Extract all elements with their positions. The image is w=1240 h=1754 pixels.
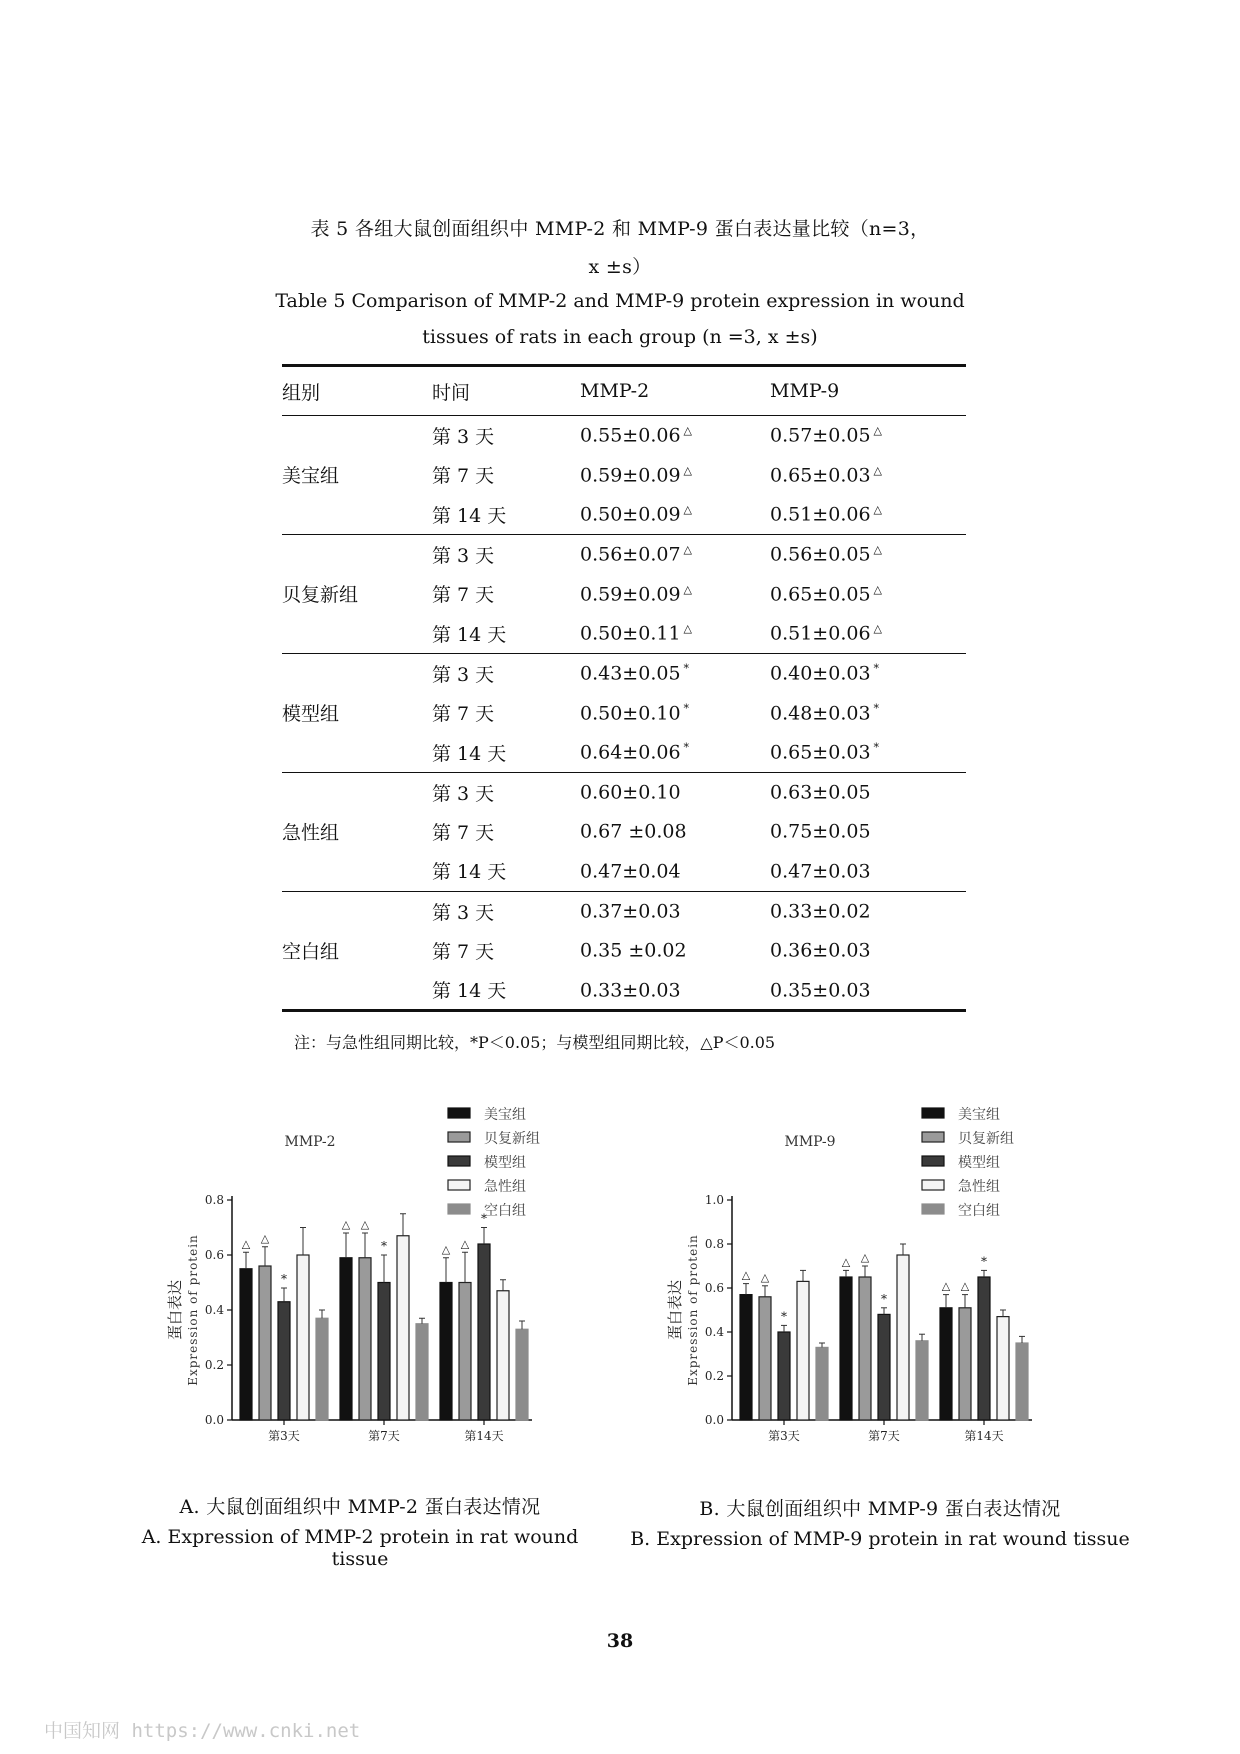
mmp9-cell-value: 0.48±0.03 [770, 701, 871, 724]
mmp2-cell [580, 931, 770, 970]
time-cell [432, 970, 580, 1011]
significance-mark: △ [260, 1231, 270, 1245]
table-row [282, 772, 966, 812]
legend-label: 模型组 [958, 1155, 1000, 1171]
significance-mark: △ [683, 503, 692, 517]
time-cell [432, 455, 580, 494]
legend-swatch [922, 1108, 944, 1118]
y-tick-label: 0.8 [204, 1193, 224, 1207]
time-cell-value: 第 7 天 [432, 703, 495, 726]
bar [940, 1308, 952, 1420]
mmp2-cell-value: 0.50±0.11 [580, 622, 681, 645]
mmp2-cell-value: 0.50±0.10 [580, 701, 681, 724]
table-title-cn-line2: x ±s） [588, 256, 652, 278]
mmp2-cell [580, 732, 770, 772]
bar [897, 1255, 909, 1420]
x-tick-label: 第7天 [368, 1429, 400, 1443]
significance-mark: * [881, 1291, 887, 1306]
mmp9-cell-value: 0.51±0.06 [770, 503, 871, 526]
time-cell [432, 851, 580, 891]
time-cell-value: 第 14 天 [432, 980, 507, 1003]
bar [759, 1297, 771, 1420]
mmp2-cell-value: 0.33±0.03 [580, 978, 681, 1001]
mmp2-cell [580, 574, 770, 613]
significance-mark: * [873, 740, 880, 754]
bar [416, 1324, 428, 1420]
watermark: 中国知网 https://www.cnki.net [44, 1720, 361, 1742]
mmp9-cell-value: 0.33±0.02 [770, 900, 871, 923]
bar [259, 1266, 271, 1420]
mmp2-cell [580, 416, 770, 456]
time-cell [432, 732, 580, 772]
y-tick-label: 0.0 [204, 1413, 224, 1427]
table-row [282, 891, 966, 931]
bar [778, 1332, 790, 1420]
mmp2-cell-value: 0.56±0.07 [580, 543, 681, 566]
y-axis-label-cn: 蛋白表达 [666, 1279, 684, 1341]
y-tick-label: 0.4 [704, 1325, 724, 1339]
y-tick-label: 0.4 [204, 1303, 224, 1317]
significance-mark: △ [460, 1237, 470, 1251]
legend-swatch [448, 1156, 470, 1166]
caption-b-cn: B. 大鼠创面组织中 MMP-9 蛋白表达情况 [699, 1498, 1061, 1520]
bar [1016, 1343, 1028, 1420]
significance-mark: △ [241, 1237, 251, 1251]
y-tick-label: 0.0 [704, 1413, 724, 1427]
bar [916, 1341, 928, 1420]
significance-mark: * [873, 662, 880, 676]
mmp2-cell [580, 693, 770, 732]
mmp2-cell [580, 851, 770, 891]
time-cell-value: 第 14 天 [432, 504, 507, 527]
chart-title: MMP-2 [284, 1134, 336, 1150]
mmp9-cell [770, 653, 966, 693]
mmp9-cell [770, 495, 966, 535]
legend-label: 美宝组 [958, 1107, 1000, 1123]
bar [440, 1283, 452, 1421]
mmp2-cell-value: 0.60±0.10 [580, 781, 681, 804]
time-cell [432, 812, 580, 851]
bar [297, 1255, 309, 1420]
bar [240, 1269, 252, 1420]
time-cell-value: 第 14 天 [432, 742, 507, 765]
significance-mark: * [281, 1272, 287, 1286]
mmp2-cell [580, 772, 770, 812]
time-cell [432, 772, 580, 812]
significance-mark: △ [841, 1255, 851, 1269]
y-tick-label: 0.2 [704, 1369, 724, 1383]
mmp2-cell-value: 0.55±0.06 [580, 424, 681, 447]
significance-mark: △ [441, 1242, 451, 1256]
bar [816, 1347, 828, 1420]
time-cell [432, 416, 580, 456]
significance-mark: △ [860, 1251, 870, 1264]
time-cell-value: 第 3 天 [432, 426, 495, 449]
mmp9-cell [770, 534, 966, 574]
y-tick-label: 0.8 [704, 1237, 724, 1251]
bar [459, 1283, 471, 1421]
mmp9-cell-value: 0.63±0.05 [770, 781, 871, 804]
table-title-en: Table 5 Comparison of MMP-2 and MMP-9 protein expression in wound [275, 290, 965, 312]
mmp9-cell [770, 732, 966, 772]
mmp9-cell [770, 772, 966, 812]
chart-mmp2 [150, 1100, 570, 1460]
bar [359, 1258, 371, 1420]
legend-swatch [922, 1180, 944, 1190]
significance-mark: * [481, 1211, 487, 1226]
legend-label: 贝复新组 [958, 1131, 1014, 1147]
caption-a-cn: A. 大鼠创面组织中 MMP-2 蛋白表达情况 [179, 1496, 541, 1518]
mmp2-cell-value: 0.37±0.03 [580, 900, 681, 923]
significance-mark: △ [873, 503, 882, 517]
legend-label: 急性组 [484, 1179, 526, 1195]
y-axis-label-cn: 蛋白表达 [166, 1279, 184, 1341]
mmp9-cell-value: 0.57±0.05 [770, 424, 871, 447]
significance-mark: * [683, 662, 690, 676]
significance-mark: △ [683, 543, 692, 557]
mmp9-cell-value: 0.51±0.06 [770, 622, 871, 645]
mmp9-cell [770, 613, 966, 653]
bar [516, 1329, 528, 1420]
bar [340, 1258, 352, 1420]
table-note: 注：与急性组同期比较，*P＜0.05；与模型组同期比较，△P＜0.05 [294, 1033, 776, 1052]
group-name-cell: 贝复新组 [282, 534, 432, 653]
mmp2-cell-value: 0.47±0.04 [580, 860, 681, 883]
time-cell [432, 891, 580, 931]
legend-swatch [922, 1132, 944, 1142]
table-row [282, 653, 966, 693]
bar [997, 1317, 1009, 1420]
significance-mark: △ [873, 582, 882, 596]
legend-label: 空白组 [484, 1203, 526, 1219]
header-mmp2: MMP-2 [580, 366, 770, 416]
mmp2-cell-value: 0.64±0.06 [580, 741, 681, 764]
significance-mark: △ [683, 424, 692, 438]
significance-mark: * [781, 1309, 787, 1324]
bar [878, 1314, 890, 1420]
significance-mark: △ [683, 621, 692, 635]
time-cell-value: 第 14 天 [432, 861, 507, 884]
table-row [282, 416, 966, 456]
significance-mark: △ [873, 543, 882, 557]
chart-title: MMP-9 [784, 1134, 836, 1150]
mmp9-cell [770, 891, 966, 931]
bar [316, 1318, 328, 1420]
significance-mark: △ [360, 1218, 370, 1231]
x-tick-label: 第14天 [964, 1429, 1004, 1443]
bar [840, 1277, 852, 1420]
legend-label: 空白组 [958, 1203, 1000, 1219]
bar [278, 1302, 290, 1420]
mmp2-cell [580, 970, 770, 1011]
mmp2-cell [580, 653, 770, 693]
mmp9-cell-value: 0.65±0.05 [770, 583, 871, 605]
y-tick-label: 0.6 [204, 1248, 224, 1262]
legend-swatch [448, 1204, 470, 1214]
legend-swatch [448, 1180, 470, 1190]
mmp9-cell-value: 0.65±0.03 [770, 741, 871, 764]
mmp2-cell-value: 0.59±0.09 [580, 583, 681, 605]
legend-label: 美宝组 [484, 1107, 526, 1123]
mmp9-cell-value: 0.65±0.03 [770, 464, 871, 487]
caption-b-en: B. Expression of MMP-9 protein in rat wound tissue [630, 1528, 1130, 1550]
mmp2-cell [580, 812, 770, 851]
group-name-cell: 空白组 [282, 891, 432, 1011]
y-axis-label-en: Expression of protein [686, 1234, 700, 1386]
significance-mark: * [683, 740, 690, 754]
mmp9-cell-value: 0.40±0.03 [770, 662, 871, 685]
bar [797, 1281, 809, 1420]
legend-label: 急性组 [958, 1179, 1000, 1195]
legend-swatch [448, 1108, 470, 1118]
time-cell-value: 第 14 天 [432, 623, 507, 646]
legend-label: 模型组 [484, 1155, 526, 1171]
mmp9-cell [770, 851, 966, 891]
y-tick-label: 0.6 [704, 1281, 724, 1295]
x-tick-label: 第14天 [464, 1429, 504, 1443]
time-cell [432, 495, 580, 535]
significance-mark: △ [873, 463, 882, 477]
mmp2-cell [580, 455, 770, 494]
time-cell [432, 534, 580, 574]
significance-mark: △ [760, 1270, 770, 1284]
group-name-cell: 模型组 [282, 653, 432, 772]
group-name-cell: 美宝组 [282, 416, 432, 535]
mmp9-cell [770, 931, 966, 970]
mmp2-cell-value: 0.67 ±0.08 [580, 820, 687, 843]
bar [978, 1277, 990, 1420]
significance-mark: * [873, 701, 880, 715]
y-tick-label: 0.2 [204, 1358, 224, 1372]
significance-mark: △ [873, 424, 882, 438]
time-cell [432, 653, 580, 693]
chart-mmp9 [650, 1100, 1070, 1460]
mmp9-cell [770, 416, 966, 456]
x-tick-label: 第3天 [268, 1429, 300, 1443]
mmp2-cell [580, 534, 770, 574]
legend-swatch [922, 1204, 944, 1214]
mmp2-cell [580, 891, 770, 931]
time-cell-value: 第 3 天 [432, 901, 495, 924]
page-number: 38 [606, 1630, 634, 1652]
header-mmp9: MMP-9 [770, 366, 966, 416]
significance-mark: * [683, 701, 690, 715]
mmp2-cell-value: 0.50±0.09 [580, 503, 681, 526]
mmp9-cell [770, 970, 966, 1011]
y-tick-label: 1.0 [704, 1193, 724, 1207]
mmp9-cell-value: 0.47±0.03 [770, 860, 871, 883]
mmp2-cell-value: 0.35 ±0.02 [580, 939, 687, 962]
table-title-en-line2: tissues of rats in each group (n =3, x ±s) [422, 326, 818, 348]
significance-mark: △ [683, 582, 692, 596]
table-header-row [282, 366, 966, 416]
header-group: 组别 [282, 366, 432, 416]
table-row [282, 534, 966, 574]
significance-mark: △ [741, 1268, 751, 1282]
legend-swatch [448, 1132, 470, 1142]
significance-mark: △ [960, 1279, 970, 1293]
significance-mark: △ [341, 1218, 351, 1231]
time-cell-value: 第 3 天 [432, 663, 495, 686]
mmp9-cell-value: 0.75±0.05 [770, 820, 871, 843]
data-table [282, 364, 966, 1012]
group-name-cell: 急性组 [282, 772, 432, 891]
mmp2-cell-value: 0.59±0.09 [580, 464, 681, 487]
time-cell [432, 613, 580, 653]
significance-mark: △ [941, 1279, 951, 1293]
time-cell-value: 第 7 天 [432, 584, 495, 607]
time-cell-value: 第 7 天 [432, 822, 495, 845]
bar [478, 1244, 490, 1420]
legend-label: 贝复新组 [484, 1131, 540, 1147]
table-title-cn: 表 5 各组大鼠创面组织中 MMP-2 和 MMP-9 蛋白表达量比较（n=3， [310, 218, 930, 240]
time-cell [432, 574, 580, 613]
significance-mark: * [381, 1239, 387, 1253]
mmp9-cell-value: 0.36±0.03 [770, 939, 871, 962]
time-cell [432, 931, 580, 970]
significance-mark: △ [873, 621, 882, 635]
mmp9-cell [770, 455, 966, 494]
x-tick-label: 第7天 [868, 1429, 900, 1443]
bar [497, 1291, 509, 1420]
time-cell-value: 第 7 天 [432, 941, 495, 963]
time-cell-value: 第 7 天 [432, 465, 495, 488]
mmp9-cell [770, 812, 966, 851]
header-time: 时间 [432, 366, 580, 416]
legend-swatch [922, 1156, 944, 1166]
mmp2-cell [580, 613, 770, 653]
x-tick-label: 第3天 [768, 1429, 800, 1443]
time-cell-value: 第 3 天 [432, 782, 495, 805]
significance-mark: * [981, 1254, 987, 1269]
table-body [282, 416, 966, 1011]
mmp9-cell-value: 0.35±0.03 [770, 978, 871, 1001]
mmp9-cell [770, 574, 966, 613]
bar [959, 1308, 971, 1420]
bar [740, 1295, 752, 1420]
mmp9-cell-value: 0.56±0.05 [770, 543, 871, 566]
mmp2-cell [580, 495, 770, 535]
mmp2-cell-value: 0.43±0.05 [580, 662, 681, 685]
caption-a-en: A. Expression of MMP-2 protein in rat wound tissue [141, 1526, 579, 1570]
mmp9-cell [770, 693, 966, 732]
significance-mark: △ [683, 463, 692, 477]
bar [859, 1277, 871, 1420]
time-cell-value: 第 3 天 [432, 545, 495, 568]
y-axis-label-en: Expression of protein [186, 1234, 200, 1386]
bar [378, 1283, 390, 1421]
bar [397, 1236, 409, 1420]
time-cell [432, 693, 580, 732]
